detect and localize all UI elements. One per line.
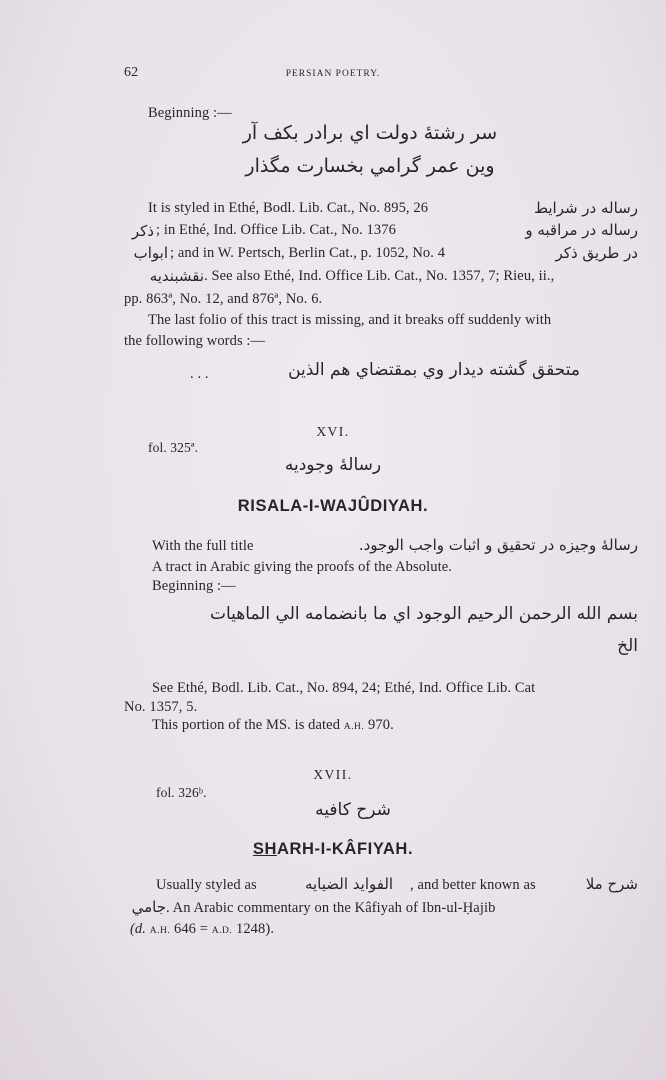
para1-line2-arabic-start: ذكر [131,222,154,240]
heading-xvii-rest: ARH-I-KÂFIYAH. [277,840,414,858]
xvii-line1-arabic-end: شرح ملا [585,875,638,893]
para1-line3-arabic-start: ابواب [133,244,168,262]
xvii-line2-arabic: جامي [131,898,166,916]
beginning-arabic-xvi-end: الخ [617,636,638,656]
beginning-label: Beginning :— [148,105,232,121]
section-number-xvii: XVII. [313,767,353,782]
xvii-era-ah: A.H. [149,926,171,936]
folio-xvii: fol. 326ᵇ. [156,785,207,800]
xvii-line1-arabic: الفوايد الضيايه [304,875,394,893]
section-number-xvi: XVI. [316,424,350,439]
heading-xvii [0,840,666,859]
heading-xvi: RISALA-I-WAJÛDIYAH. [237,497,429,515]
see-also-line1: See Ethé, Bodl. Lib. Cat., No. 894, 24; Ethé, Ind. Office Lib. Cat [152,680,536,696]
para1-line3-text: ; and in W. Pertsch, Berlin Cat., p. 1052, No. 4 [170,245,446,261]
final-words-line [190,360,580,390]
para1-line2-text: ; in Ethé, Ind. Office Lib. Cat., No. 1376 [156,222,396,238]
para1-line1-text: It is styled in Ethé, Bodl. Lib. Cat., No. 895, 26 [148,200,429,216]
xvii-year-ad: 1248). [235,921,275,937]
folio-xvi: fol. 325ª. [148,440,199,455]
dated-year: 970. [368,717,394,733]
para1-line4-arabic: نقشبنديه [149,267,204,285]
final-words-dots: . . . [190,366,209,382]
dated-era: A.H. [343,722,365,732]
dated-text: This portion of the MS. is dated [152,717,341,733]
heading-xvii-underlined: SH [252,840,277,858]
beginning-label-xvi: Beginning :— [152,578,236,594]
verse-line-2: وين عمر گرامي بخسارت مگذار [245,155,495,177]
verse-line-1: سر رشتۀ دولت اي برادر بكف آر [242,122,498,144]
title-arabic-xvi: رسالۀ وجوديه [284,455,382,475]
para1-line5-text: pp. 863ª, No. 12, and 876ª, No. 6. [124,291,323,307]
page-number: 62 [124,65,139,80]
para1-line2-arabic: رساله در مراقبه و [525,221,638,239]
xvii-era-ad: A.D. [211,926,233,936]
para2-line1: The last folio of this tract is missing, and it breaks off suddenly with [148,312,552,328]
xvii-line1-text: Usually styled as [156,877,257,893]
see-also-line2: No. 1357, 5. [124,699,198,715]
xvii-line2-text: . An Arabic commentary on the Kâfiyah of Ibn-ul-Ḥajib [166,900,496,916]
para1-line1-arabic: رساله در شرايط [534,199,638,217]
description-xvi: A tract in Arabic giving the proofs of the Absolute. [152,559,452,575]
running-title: PERSIAN POETRY. [285,69,381,79]
final-words-arabic: متحقق گشته ديدار وي بمقتضاي هم الذين [288,360,580,380]
dated-line [152,717,394,734]
xvii-line1-text2: , and better known as [410,877,536,893]
para2-line2: the following words :— [124,333,266,349]
full-title-arabic: رسالۀ وجيزه در تحقيق و اثبات واجب الوجود. [358,536,638,554]
full-title-text: With the full title [152,538,254,554]
title-arabic-xvii: شرح كافيه [315,800,391,820]
para1-line3-arabic: در طريق ذكر [555,244,638,262]
para1-line4-text: . See also Ethé, Ind. Office Lib. Cat., No. 1357, 7; Rieu, ii., [204,268,555,284]
xvii-died-open: (d. [130,921,147,937]
xvii-year-ah: 646 = [173,921,209,937]
beginning-arabic-xvi: بسم الله الرحمن الرحيم الوجود اي ما بانضمامه الي الماهيات [209,604,638,624]
xvii-line3 [130,921,274,938]
